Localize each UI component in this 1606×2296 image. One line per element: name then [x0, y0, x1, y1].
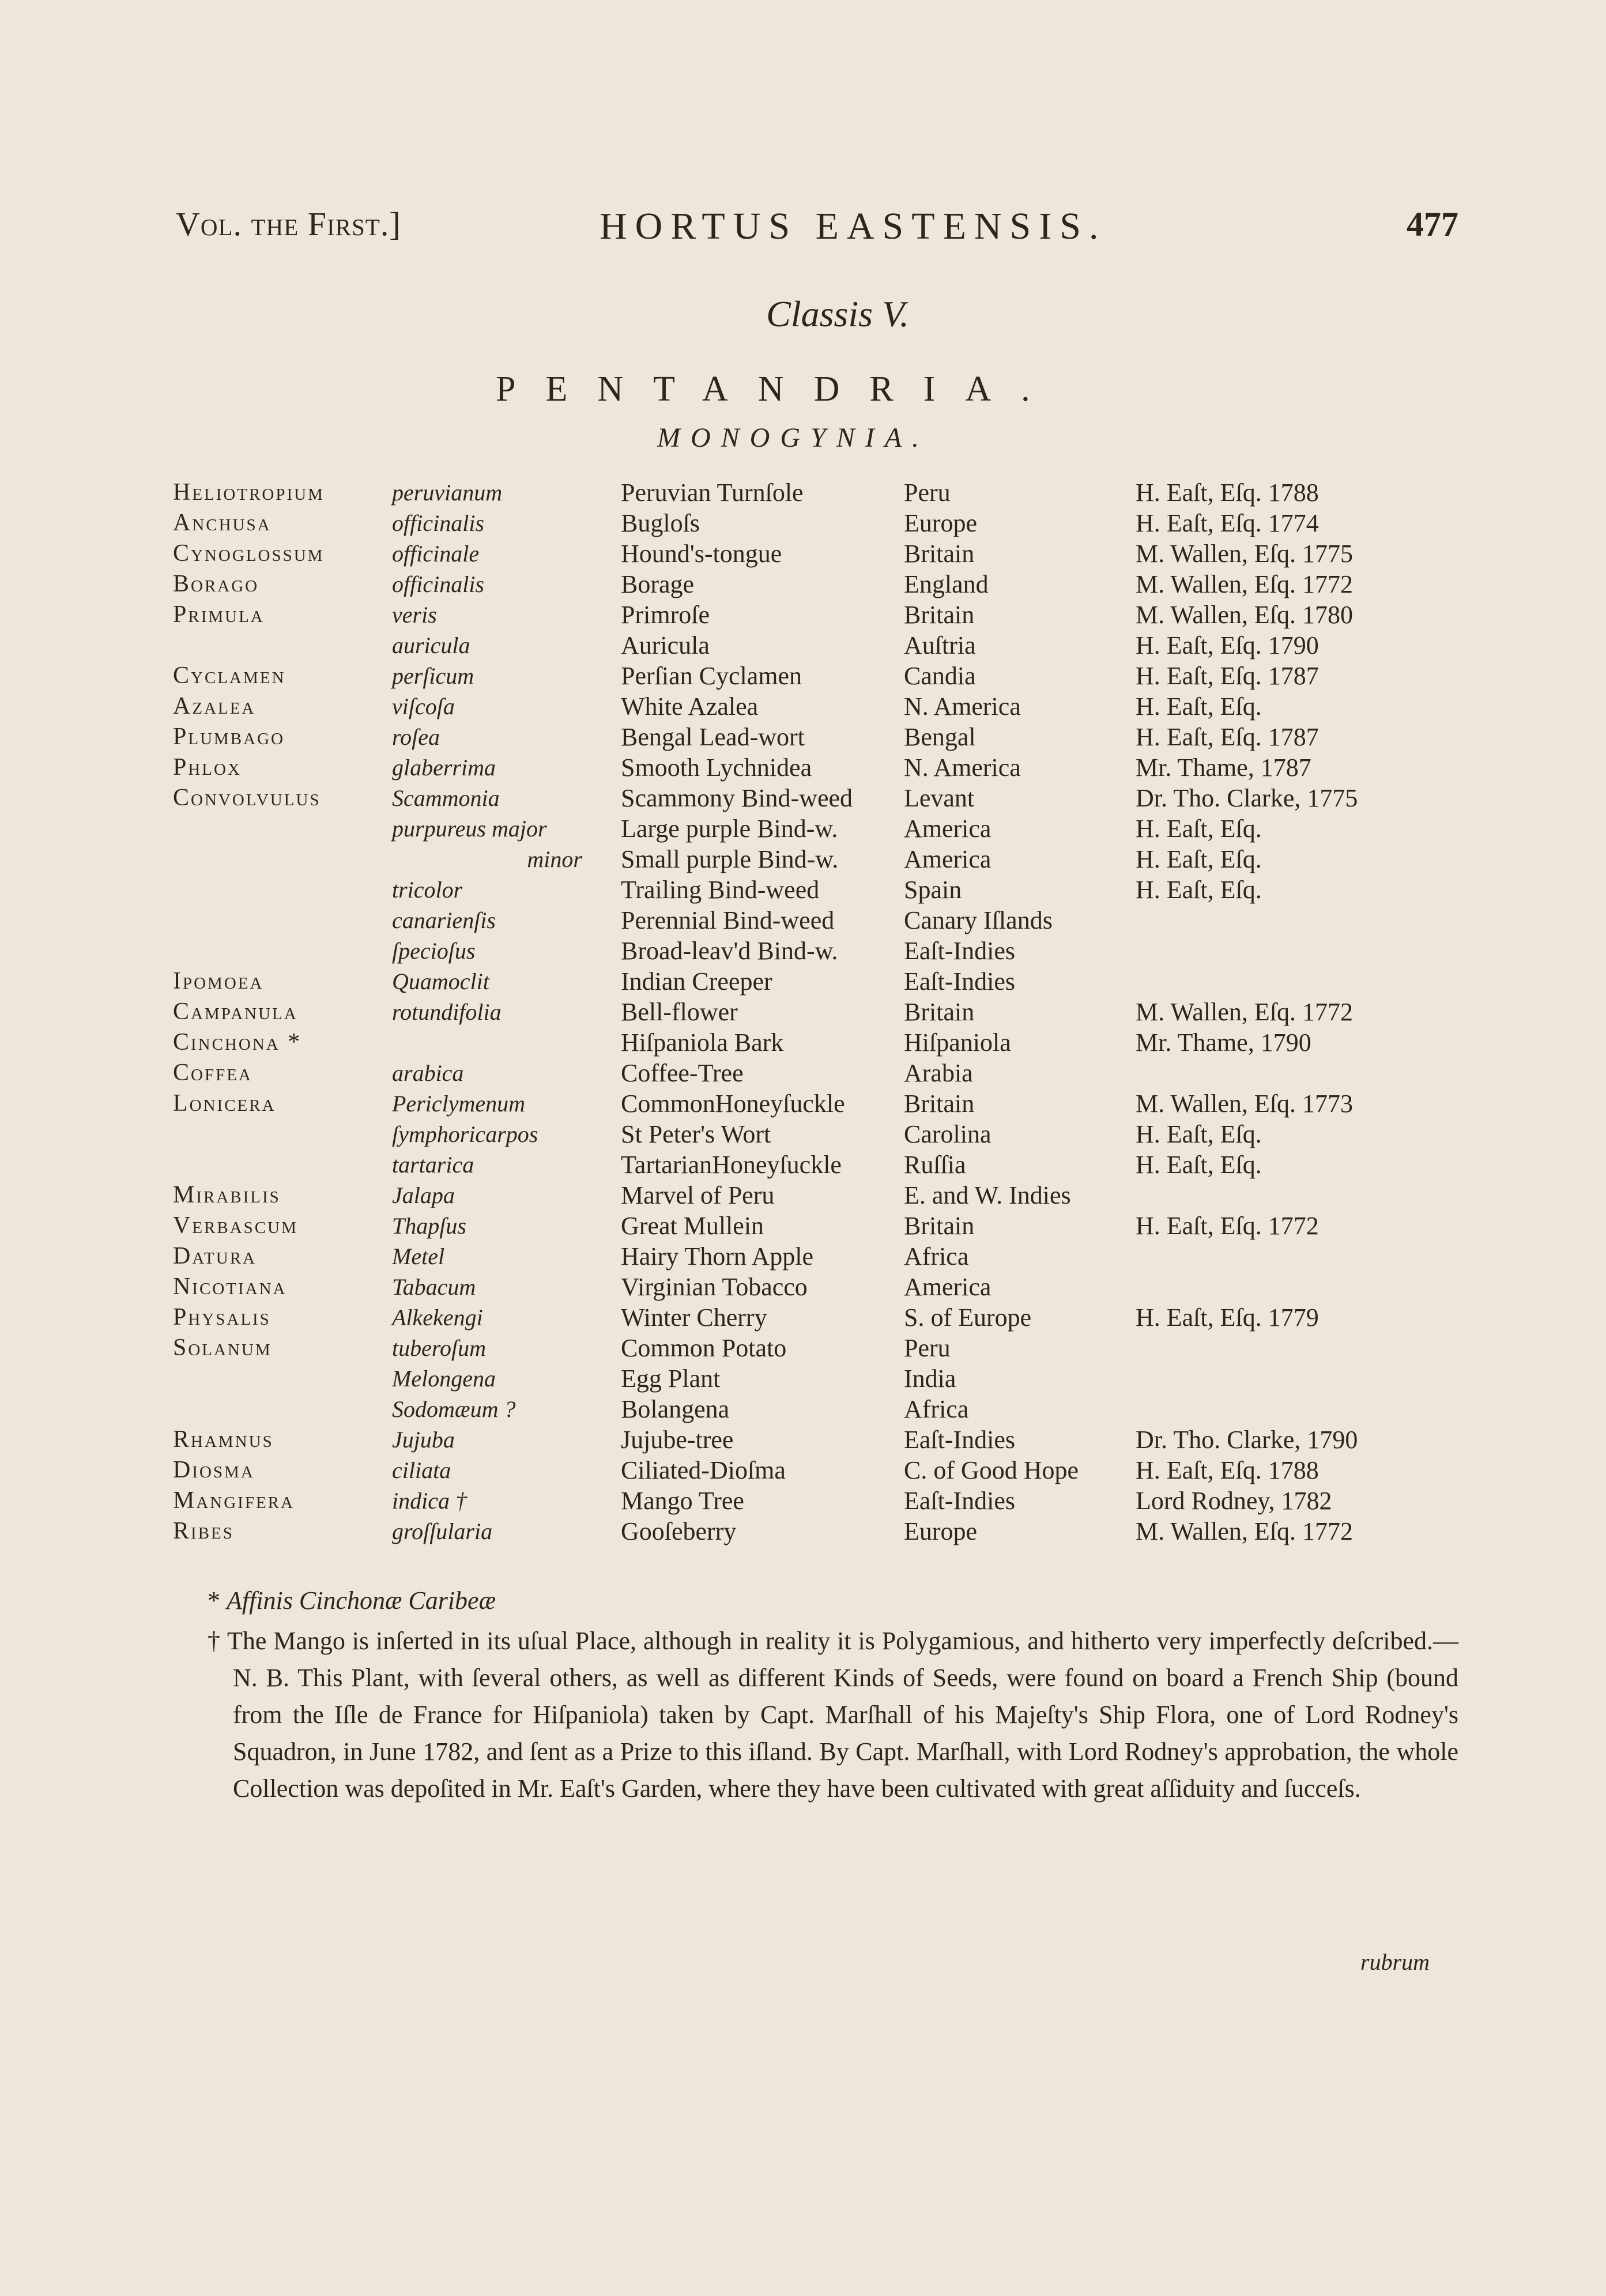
cell-country: N. America — [904, 753, 1021, 782]
cell-common: Winter Cherry — [621, 1303, 767, 1332]
cell-species: ſymphoricarpos — [392, 1121, 538, 1147]
cell-common: CommonHoneyſuckle — [621, 1089, 845, 1118]
cell-country: E. and W. Indies — [904, 1181, 1071, 1209]
cell-species: Metel — [392, 1243, 445, 1269]
cell-common: Indian Creeper — [621, 967, 772, 996]
footnote-mark: * — [208, 1586, 220, 1615]
cell-genus: Anchusa — [173, 510, 272, 536]
cell-grower: M. Wallen, Eſq. 1773 — [1136, 1089, 1353, 1118]
footnote-cinchona — [208, 1582, 1458, 1619]
cell-country: India — [904, 1364, 956, 1393]
cell-common: Primroſe — [621, 601, 710, 629]
cell-country: Eaſt-Indies — [904, 1487, 1016, 1515]
cell-country: Spain — [904, 876, 962, 904]
cell-grower: Mr. Thame, 1787 — [1136, 753, 1311, 782]
cell-genus: Lonicera — [173, 1090, 276, 1117]
cell-species: purpureus major — [392, 816, 547, 842]
cell-country: Britain — [904, 1089, 975, 1118]
cell-species: Scammonia — [392, 785, 500, 811]
cell-grower: H. Eaſt, Eſq. — [1136, 876, 1262, 904]
cell-grower: H. Eaſt, Eſq. — [1136, 815, 1262, 843]
cell-common: Hiſpaniola Bark — [621, 1028, 784, 1057]
cell-species: roſea — [392, 724, 440, 750]
cell-common: Mango Tree — [621, 1487, 744, 1515]
cell-common: Coffee-Tree — [621, 1059, 744, 1087]
cell-genus: Verbascum — [173, 1212, 298, 1239]
cell-common: Gooſeberry — [621, 1517, 737, 1545]
cell-species: arabica — [392, 1060, 464, 1086]
cell-grower: M. Wallen, Eſq. 1772 — [1136, 998, 1353, 1026]
cell-grower: Lord Rodney, 1782 — [1136, 1487, 1332, 1515]
cell-common: White Azalea — [621, 692, 759, 721]
cell-country: S. of Europe — [904, 1303, 1032, 1332]
footnote-mango: † The Mango is inſerted in its uſual Place, although in reality it is Polygamious, and hitherto very imperfectly deſcribed.—N. B. This Plant, with ſeveral others, as well as different Kinds of Seeds, were found on board a French Ship (bound from the Iſle de France for Hiſpaniola) taken by Capt. Marſhall of his Majeſty's Ship Flora, one of Lord Rodney's Squadron, in June 1782, and ſent as a Prize to this iſland. By Capt. Marſhall, with Lord Rodney's approbation, the whole Collection was depoſited in Mr. Eaſt's Garden, where they have been cultivated with great aſſiduity and ſucceſs. — [208, 1627, 1458, 1803]
cell-genus: Mangifera — [173, 1487, 295, 1514]
cell-country: Africa — [904, 1395, 969, 1423]
cell-genus: Datura — [173, 1243, 257, 1269]
cell-genus: Mirabilis — [173, 1182, 281, 1208]
cell-species: peruvianum — [392, 480, 503, 506]
cell-grower: Dr. Tho. Clarke, 1790 — [1136, 1426, 1358, 1454]
cell-country: Levant — [904, 784, 975, 812]
cell-grower: H. Eaſt, Eſq. 1779 — [1136, 1303, 1319, 1332]
suborder-heading: MONOGYNIA. — [657, 423, 930, 453]
cell-country: Africa — [904, 1242, 969, 1270]
cell-grower: Dr. Tho. Clarke, 1775 — [1136, 784, 1358, 812]
cell-country: Britain — [904, 540, 975, 568]
cell-country: America — [904, 1273, 992, 1301]
cell-species: tricolor — [392, 877, 463, 903]
cell-grower: H. Eaſt, Eſq. 1772 — [1136, 1212, 1319, 1240]
cell-species: Jalapa — [392, 1182, 455, 1208]
cell-common: Perennial Bind-weed — [621, 906, 835, 934]
cell-country: N. America — [904, 692, 1021, 721]
cell-country: Britain — [904, 998, 975, 1026]
cell-species: Quamoclit — [392, 968, 489, 994]
cell-country: England — [904, 570, 989, 598]
cell-country: Bengal — [904, 723, 976, 751]
cell-common: Great Mullein — [621, 1212, 764, 1240]
cell-genus: Cynoglossum — [173, 540, 325, 567]
cell-species: canarienſis — [392, 907, 496, 933]
cell-common: Scammony Bind-weed — [621, 784, 853, 812]
cell-common: Bolangena — [621, 1395, 730, 1423]
cell-species: Periclymenum — [392, 1091, 526, 1117]
cell-genus: Physalis — [173, 1304, 271, 1330]
cell-genus: Heliotropium — [173, 479, 325, 506]
cell-grower: H. Eaſt, Eſq. 1788 — [1136, 1456, 1319, 1484]
cell-species: tartarica — [392, 1152, 474, 1178]
cell-common: Egg Plant — [621, 1364, 721, 1393]
cell-country: Ruſſia — [904, 1151, 966, 1179]
cell-species: officinalis — [392, 510, 484, 536]
catchword: rubrum — [1360, 1949, 1430, 1975]
page-number: 477 — [1407, 205, 1458, 243]
volume-label: Vol. the First.] — [176, 205, 401, 243]
cell-genus: Solanum — [173, 1334, 272, 1361]
cell-common: Bengal Lead-wort — [621, 723, 805, 751]
cell-country: America — [904, 815, 992, 843]
cell-genus: Azalea — [173, 693, 256, 719]
cell-country: Canary Iſlands — [904, 906, 1053, 934]
cell-species: Tabacum — [392, 1274, 476, 1300]
cell-species: ſpecioſus — [392, 938, 476, 964]
cell-grower: H. Eaſt, Eſq. — [1136, 845, 1262, 873]
cell-common: Ciliated-Dioſma — [621, 1456, 786, 1484]
cell-country: C. of Good Hope — [904, 1456, 1079, 1484]
cell-common: Hound's-tongue — [621, 540, 782, 568]
cell-country: Auſtria — [904, 631, 976, 659]
cell-common: Hairy Thorn Apple — [621, 1242, 814, 1270]
cell-species: groſſularia — [392, 1518, 493, 1544]
cell-species: indica † — [392, 1488, 467, 1514]
cell-grower: H. Eaſt, Eſq. — [1136, 1151, 1262, 1179]
cell-species: veris — [392, 602, 437, 628]
class-heading: Classis V. — [766, 293, 909, 334]
cell-genus: Diosma — [173, 1457, 255, 1483]
cell-grower: H. Eaſt, Eſq. 1787 — [1136, 723, 1319, 751]
cell-country: Eaſt-Indies — [904, 1426, 1016, 1454]
cell-species: Alkekengi — [392, 1305, 483, 1330]
cell-genus: Cinchona * — [173, 1029, 302, 1055]
cell-common: Perſian Cyclamen — [621, 662, 802, 690]
cell-country: Europe — [904, 509, 978, 537]
cell-common: Trailing Bind-weed — [621, 876, 820, 904]
cell-common: Bugloſs — [621, 509, 700, 537]
cell-species: viſcoſa — [392, 693, 455, 719]
cell-country: Britain — [904, 1212, 975, 1240]
cell-species: officinale — [392, 541, 480, 567]
cell-species: rotundifolia — [392, 999, 502, 1025]
cell-country: Candia — [904, 662, 976, 690]
cell-common: Jujube-tree — [621, 1426, 734, 1454]
footnote-cinchona-text: Affinis Cinchonæ Caribeæ — [227, 1586, 496, 1615]
cell-common: Broad-leav'd Bind-w. — [621, 937, 838, 965]
cell-grower: M. Wallen, Eſq. 1775 — [1136, 540, 1353, 568]
cell-species: ciliata — [392, 1457, 451, 1483]
running-title: HORTUS EASTENSIS. — [600, 205, 1107, 247]
cell-common: Peruvian Turnſole — [621, 478, 804, 507]
cell-genus: Phlox — [173, 754, 242, 781]
cell-genus: Cyclamen — [173, 662, 286, 689]
cell-grower: Mr. Thame, 1790 — [1136, 1028, 1311, 1057]
cell-genus: Ribes — [173, 1518, 234, 1544]
cell-grower: H. Eaſt, Eſq. — [1136, 692, 1262, 721]
cell-genus: Borago — [173, 571, 259, 597]
cell-genus: Primula — [173, 601, 265, 628]
cell-species: perſicum — [392, 663, 474, 689]
cell-grower: H. Eaſt, Eſq. 1787 — [1136, 662, 1319, 690]
cell-grower: M. Wallen, Eſq. 1772 — [1136, 1517, 1353, 1545]
cell-country: Britain — [904, 601, 975, 629]
cell-grower: M. Wallen, Eſq. 1772 — [1136, 570, 1353, 598]
cell-common: Common Potato — [621, 1334, 787, 1362]
cell-grower: M. Wallen, Eſq. 1780 — [1136, 601, 1353, 629]
cell-species: auricula — [392, 632, 470, 658]
cell-grower: H. Eaſt, Eſq. 1774 — [1136, 509, 1319, 537]
cell-common: Smooth Lychnidea — [621, 753, 812, 782]
cell-common: Large purple Bind-w. — [621, 815, 838, 843]
cell-grower: H. Eaſt, Eſq. — [1136, 1120, 1262, 1148]
cell-country: Arabia — [904, 1059, 973, 1087]
cell-common: Marvel of Peru — [621, 1181, 775, 1209]
cell-common: TartarianHoneyſuckle — [621, 1151, 842, 1179]
footnotes — [208, 1582, 1458, 1811]
cell-genus: Campanula — [173, 998, 298, 1025]
cell-country: America — [904, 845, 992, 873]
cell-country: Peru — [904, 1334, 951, 1362]
cell-grower: H. Eaſt, Eſq. 1788 — [1136, 478, 1319, 507]
cell-grower: H. Eaſt, Eſq. 1790 — [1136, 631, 1319, 659]
cell-species: Sodomæum ? — [392, 1396, 516, 1422]
running-header — [0, 205, 1606, 257]
cell-species: glaberrima — [392, 755, 496, 781]
order-heading: PENTANDRIA. — [496, 370, 1060, 409]
cell-species: tuberoſum — [392, 1335, 486, 1361]
cell-genus: Rhamnus — [173, 1426, 274, 1453]
cell-common: Small purple Bind-w. — [621, 845, 839, 873]
cell-common: Auricula — [621, 631, 710, 659]
cell-common: Bell-flower — [621, 998, 738, 1026]
cell-species: Jujuba — [392, 1427, 455, 1453]
cell-country: Eaſt-Indies — [904, 937, 1016, 965]
cell-species: Melongena — [392, 1366, 496, 1392]
cell-genus: Ipomoea — [173, 968, 264, 994]
cell-common: Borage — [621, 570, 695, 598]
cell-common: St Peter's Wort — [621, 1120, 771, 1148]
cell-country: Carolina — [904, 1120, 992, 1148]
cell-genus: Convolvulus — [173, 785, 321, 811]
cell-species: minor — [527, 846, 582, 872]
cell-species: officinalis — [392, 571, 484, 597]
cell-genus: Plumbago — [173, 723, 285, 750]
cell-genus: Nicotiana — [173, 1273, 287, 1300]
cell-country: Hiſpaniola — [904, 1028, 1011, 1057]
cell-genus: Coffea — [173, 1060, 252, 1086]
cell-country: Europe — [904, 1517, 978, 1545]
cell-country: Eaſt-Indies — [904, 967, 1016, 996]
cell-country: Peru — [904, 478, 951, 507]
cell-species: Thapſus — [392, 1213, 466, 1239]
cell-common: Virginian Tobacco — [621, 1273, 808, 1301]
